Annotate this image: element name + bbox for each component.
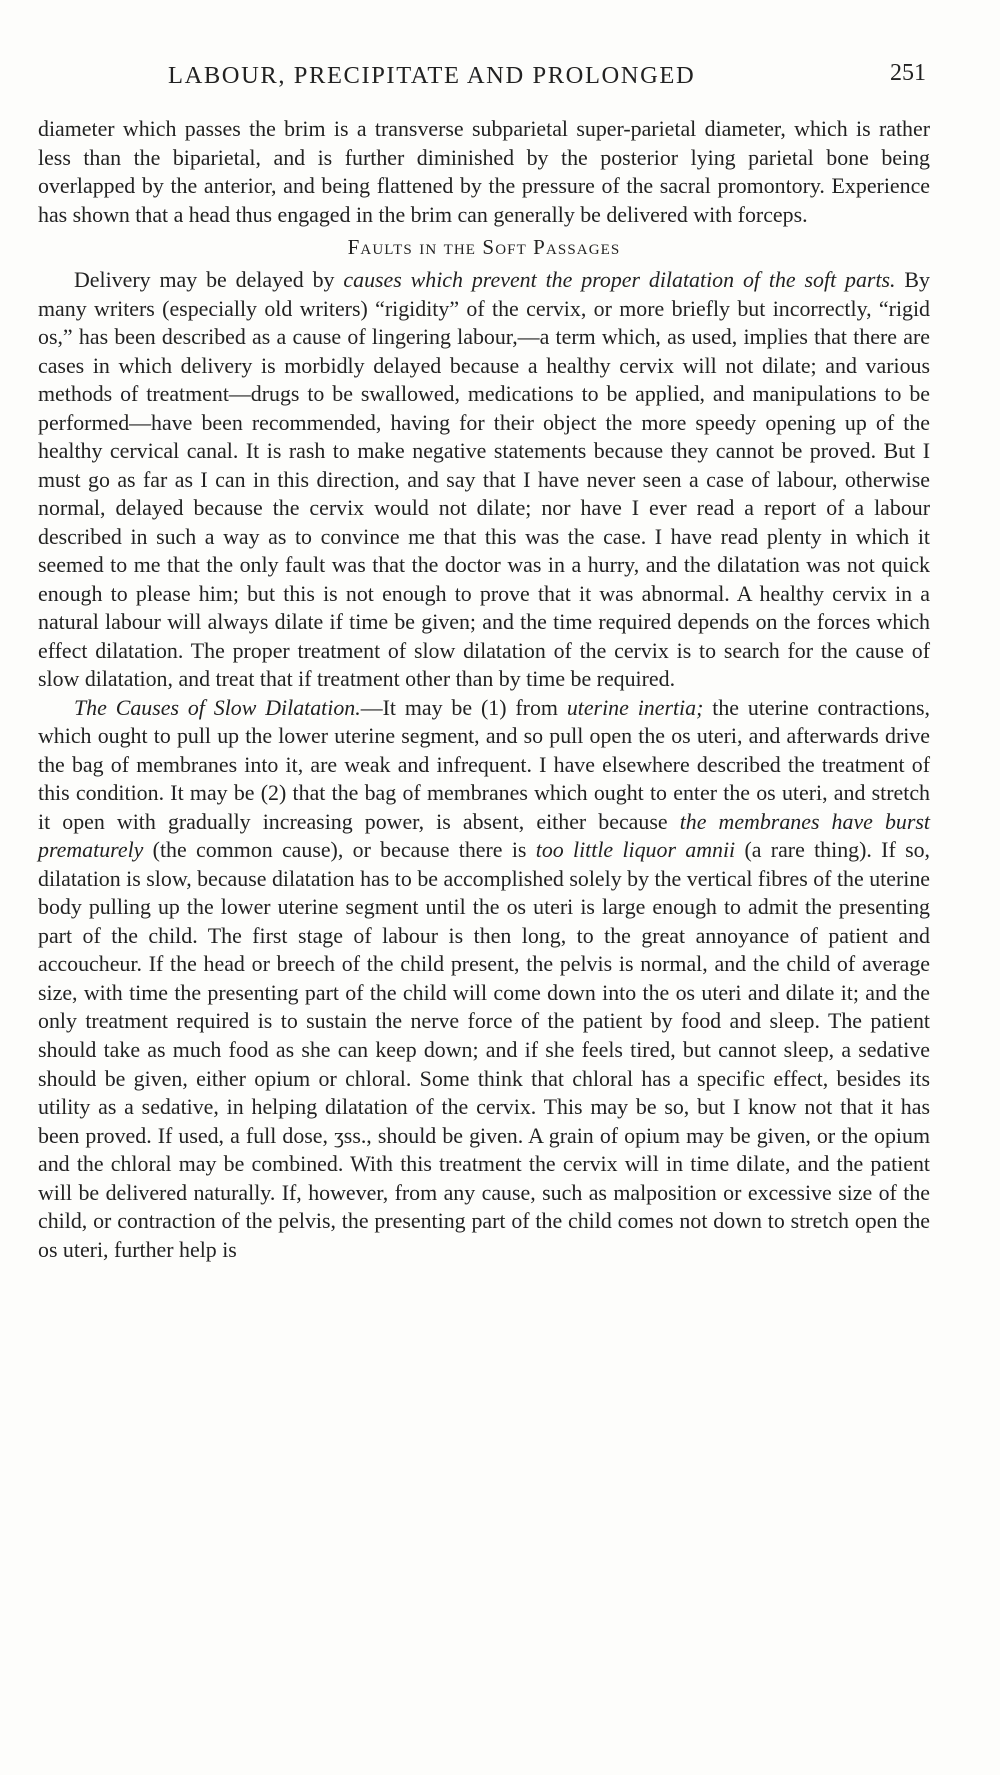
paragraph-lead: Delivery may be delayed by <box>74 267 344 293</box>
paragraph-causes-of-slow-dilatation <box>38 694 930 1264</box>
paragraph-rigid-os <box>38 266 930 694</box>
paragraph-body: By many writers (especially old writers) “rigidity” of the cervix, or more briefly but incorrectly, “rigid os,” has been described as a cause of lingering labour,—a term which, as used, implies that there are cases in which delivery is morbidly delayed because a healthy cervix will not dilate; and various methods of treatment—drugs to be swallowed, medications to be applied, and manipulations to be performed—have been recommended, having for their object the more speedy opening up of the healthy cervical canal. It is rash to make negative statements because they cannot be proved. But I must go as far as I can in this direction, and say that I have never seen a case of labour, otherwise normal, delayed because the cervix would not dilate; nor have I ever read a report of a labour described in such a way as to convince me that this was the case. I have read plenty in which it seemed to me that the only fault was that the doctor was in a hurry, and the dilatation was not quick enough to please him; but this is not enough to prove that it was abnormal. A healthy cervix in a natural labour will always dilate if time be given; and the time required depends on the forces which effect dilatation. The proper treatment of slow dilatation of the cervix is to search for the cause of slow dilatation, and treat that if treatment other than by time be required. <box>38 267 930 692</box>
section-heading: Faults in the Soft Passages <box>347 235 621 260</box>
text-run: (the common cause), or because there is <box>143 837 536 863</box>
text-run: the uterine contractions, which ought to pull up the lower uterine segment, and so pull open the os uteri, and afterwards drive the bag of membranes into it, are weak and infrequent. I have elsewhere described the treatment of this condition. It may be (2) that the bag of membranes which ought to enter the os uteri, and stretch it open with gradually increasing power, is absent, either because <box>38 694 931 834</box>
continuation-paragraph: diameter which passes the brim is a transverse subparietal super-parietal diameter, which is rather less than the biparietal, and is further diminished by the posterior lying parietal bone being overlapped by the anterior, and being flattened by the pressure of the sacral promontory. Experience has shown that a head thus engaged in the brim can generally be delivered with forceps. <box>38 116 930 227</box>
italic-phrase: the membranes have burst prematurely <box>38 808 930 863</box>
italic-phrase: too little liquor amnii <box>535 837 736 863</box>
body-text <box>38 115 930 1264</box>
running-head <box>38 58 928 94</box>
text-run: —It may be (1) from <box>360 694 567 720</box>
paragraph-run-in-title: The Causes of Slow Dilatation. <box>74 694 361 720</box>
italic-phrase: uterine inertia; <box>566 694 704 720</box>
italic-phrase: causes which prevent the proper dilatation of the soft parts. <box>343 267 896 293</box>
text-run: (a rare thing). If so, dilatation is slow, because dilatation has to be accomplished solely by the vertical fibres of the uterine body pulling up the lower uterine segment until the os uteri is large enough to admit the presenting part of the child. The first stage of labour is then long, to the great annoyance of patient and accoucheur. If the head or breech of the child present, the pelvis is normal, and the child of average size, with time the presenting part of the child will come down into the os uteri and dilate it; and the only treatment required is to sustain the nerve force of the patient by food and sleep. The patient should take as much food as she can keep down; and if she feels tired, but cannot sleep, a sedative should be given, either opium or chloral. Some think that chloral has a specific effect, besides its utility as a sedative, in helping dilatation of the cervix. This may be so, but I know not that it has been proved. If used, a full dose, ʒss., should be given. A grain of opium may be given, or the opium and the chloral may be combined. With this treatment the cervix will in time dilate, and the patient will be delivered naturally. If, however, from any cause, such as malposition or excessive size of the child, or contraction of the pelvis, the presenting part of the child comes not down to stretch open the os uteri, further help is <box>38 837 931 1262</box>
running-title: LABOUR, PRECIPITATE AND PROLONGED <box>168 62 696 89</box>
page-number: 251 <box>890 60 926 86</box>
